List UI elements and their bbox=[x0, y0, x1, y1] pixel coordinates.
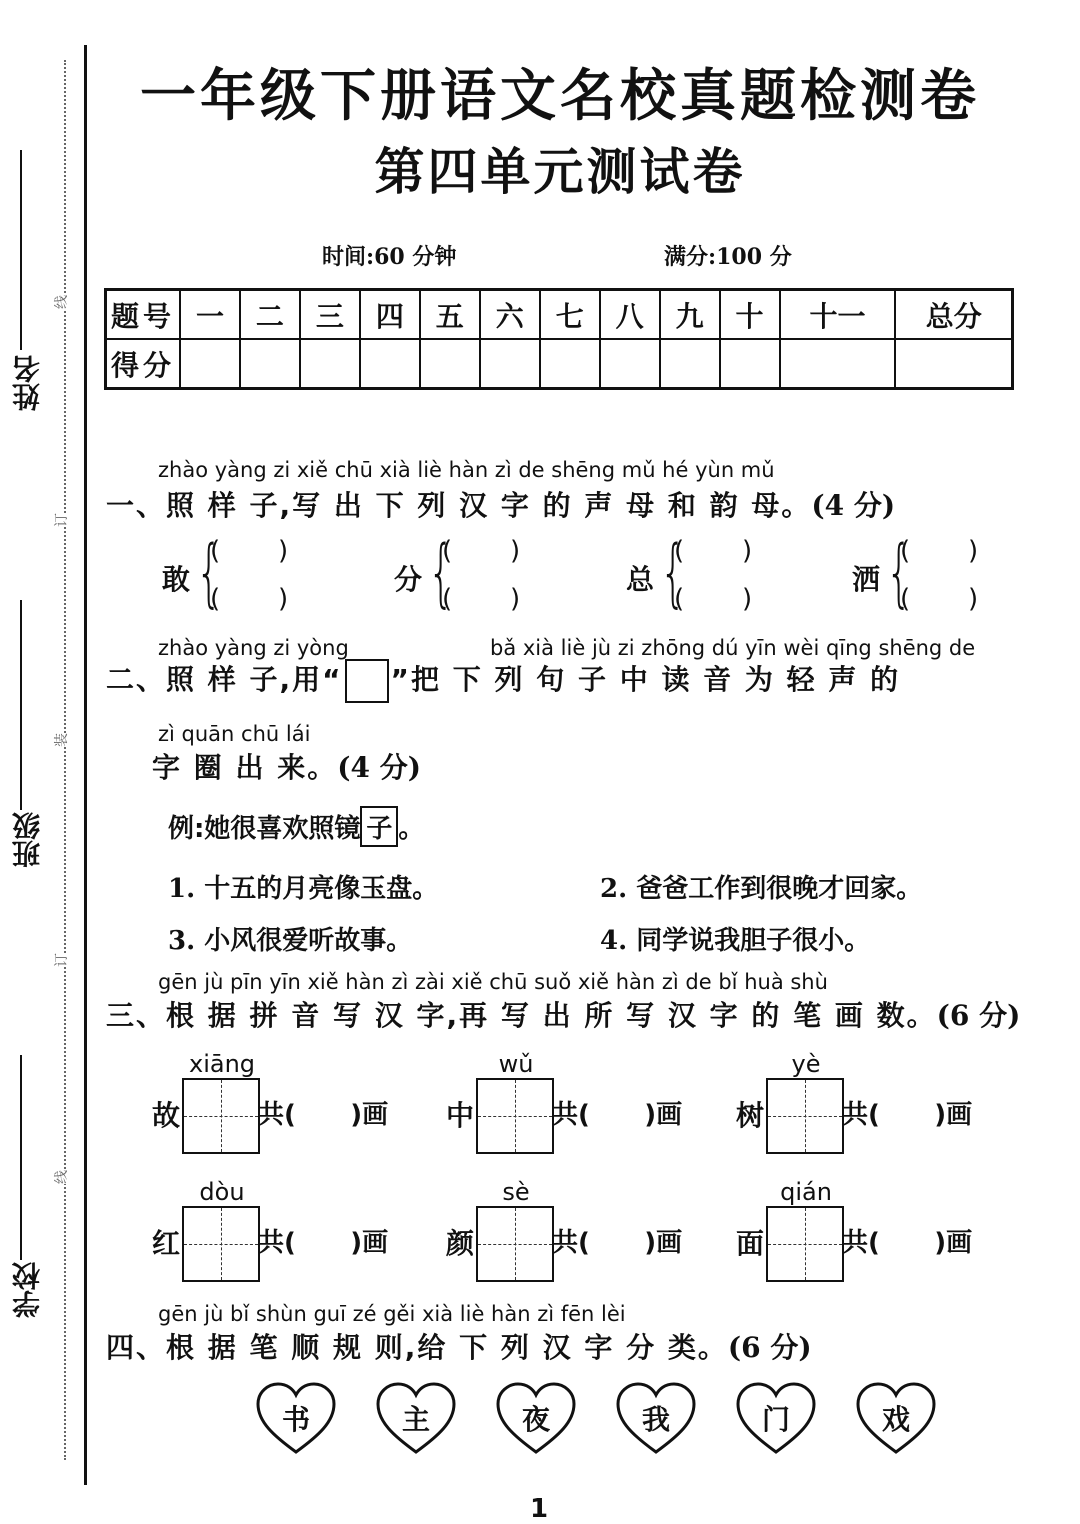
brace-icon: { bbox=[428, 530, 454, 616]
q1-title bbox=[106, 484, 895, 524]
q2-sentence[interactable]: 4. 同学说我胆子很小。 bbox=[600, 926, 871, 956]
score-table-column: 二 bbox=[240, 290, 300, 340]
heart-card[interactable] bbox=[614, 1380, 698, 1456]
q2-example-boxed-char: 子 bbox=[360, 806, 398, 847]
score-table-column: 六 bbox=[480, 290, 540, 340]
q3-pinyin: gēn jù pīn yīn xiě hàn zì zài xiě chū suǒ xiě hàn zì de bǐ huà shù bbox=[158, 970, 828, 994]
q3-item bbox=[152, 1050, 442, 1160]
stroke-count-blank[interactable]: 共( )画 bbox=[258, 1100, 389, 1130]
page-number: 1 bbox=[530, 1494, 549, 1524]
score-cell[interactable] bbox=[180, 339, 240, 389]
q1-item bbox=[394, 530, 574, 616]
score-table-column: 总分 bbox=[895, 290, 1012, 340]
q3-item bbox=[152, 1178, 442, 1288]
school-label: 学校 bbox=[11, 1262, 44, 1318]
time-limit: 时间:60 分钟 bbox=[322, 244, 457, 270]
q2-title-cont bbox=[152, 746, 421, 786]
score-cell[interactable] bbox=[895, 339, 1012, 389]
initial-answer-blank[interactable]: ( ) bbox=[442, 536, 521, 566]
tianzige-box[interactable] bbox=[182, 1078, 260, 1154]
tianzige-box[interactable] bbox=[766, 1078, 844, 1154]
q2-title-text-1: 二、照 样 子,用“ bbox=[106, 663, 343, 696]
heart-card[interactable] bbox=[494, 1380, 578, 1456]
q1-item bbox=[852, 530, 1032, 616]
q2-sentence[interactable]: 1. 十五的月亮像玉盘。 bbox=[168, 874, 439, 904]
heart-char: 戏 bbox=[881, 1403, 910, 1436]
score-cell[interactable] bbox=[660, 339, 720, 389]
q2-example bbox=[168, 806, 424, 847]
q1-char: 洒 bbox=[852, 563, 881, 596]
score-table-column: 五 bbox=[420, 290, 480, 340]
stroke-count-blank[interactable]: 共( )画 bbox=[552, 1100, 683, 1130]
score-cell[interactable] bbox=[240, 339, 300, 389]
score-cell[interactable] bbox=[720, 339, 780, 389]
score-cell[interactable] bbox=[360, 339, 420, 389]
heart-card[interactable] bbox=[254, 1380, 338, 1456]
q2-sentence[interactable]: 3. 小风很爱听故事。 bbox=[168, 926, 413, 956]
q3-title-text: 三、根 据 拼 音 写 汉 字,再 写 出 所 写 汉 字 的 笔 画 数。 bbox=[106, 999, 937, 1032]
q4-score: (6 分) bbox=[727, 1331, 812, 1364]
brace-icon: { bbox=[196, 530, 222, 616]
cut-char: 线 bbox=[49, 295, 73, 309]
score-table-header-row bbox=[106, 290, 1013, 340]
score-table-score-row bbox=[106, 339, 1013, 389]
heart-card[interactable] bbox=[374, 1380, 458, 1456]
q3-score: (6 分) bbox=[936, 999, 1021, 1032]
final-answer-blank[interactable]: ( ) bbox=[674, 584, 753, 614]
final-answer-blank[interactable]: ( ) bbox=[210, 584, 289, 614]
q3-item bbox=[446, 1050, 736, 1160]
page-subtitle: 第四单元测试卷 bbox=[374, 143, 746, 201]
final-answer-blank[interactable]: ( ) bbox=[900, 584, 979, 614]
tianzige-box[interactable] bbox=[766, 1206, 844, 1282]
tianzige-box[interactable] bbox=[476, 1078, 554, 1154]
q3-title bbox=[106, 994, 1020, 1034]
score-table-column: 九 bbox=[660, 290, 720, 340]
q1-char: 敢 bbox=[162, 563, 191, 596]
q3-pinyin-label: sè bbox=[502, 1178, 530, 1206]
name-label: 姓名 bbox=[11, 355, 44, 411]
cut-char: 装 bbox=[49, 733, 73, 747]
stroke-count-blank[interactable]: 共( )画 bbox=[842, 1100, 973, 1130]
heart-char: 门 bbox=[761, 1403, 790, 1436]
q2-sentence[interactable]: 2. 爸爸工作到很晚才回家。 bbox=[600, 874, 923, 904]
score-cell[interactable] bbox=[480, 339, 540, 389]
q3-item bbox=[736, 1050, 1026, 1160]
q3-context-char: 颜 bbox=[446, 1227, 475, 1260]
q3-pinyin-label: yè bbox=[791, 1050, 821, 1078]
heart-char: 主 bbox=[401, 1403, 430, 1436]
q2-pinyin-3: zì quān chū lái bbox=[158, 722, 311, 746]
score-table-column: 四 bbox=[360, 290, 420, 340]
cut-dotted-line bbox=[64, 60, 66, 1460]
score-cell[interactable] bbox=[780, 339, 896, 389]
score-table-column: 八 bbox=[600, 290, 660, 340]
q1-pinyin: zhào yàng zi xiě chū xià liè hàn zì de shēng mǔ hé yùn mǔ bbox=[158, 458, 775, 482]
initial-answer-blank[interactable]: ( ) bbox=[210, 536, 289, 566]
q3-pinyin-label: dòu bbox=[199, 1178, 245, 1206]
page-title: 一年级下册语文名校真题检测卷 bbox=[140, 64, 980, 129]
heart-char: 夜 bbox=[521, 1403, 550, 1436]
q2-pinyin-1: zhào yàng zi yòng bbox=[158, 636, 349, 660]
brace-icon: { bbox=[886, 530, 912, 616]
q3-context-char: 树 bbox=[736, 1099, 765, 1132]
heart-card[interactable] bbox=[854, 1380, 938, 1456]
q2-title bbox=[106, 658, 900, 703]
full-score: 满分:100 分 bbox=[664, 244, 792, 270]
q3-pinyin-label: qián bbox=[780, 1178, 832, 1206]
final-answer-blank[interactable]: ( ) bbox=[442, 584, 521, 614]
q2-example-end: 。 bbox=[398, 814, 425, 844]
circle-box-icon bbox=[345, 659, 389, 703]
q4-title-text: 四、根 据 笔 顺 规 则,给 下 列 汉 字 分 类。 bbox=[106, 1331, 728, 1364]
class-underline bbox=[20, 600, 22, 810]
cut-char: 订 bbox=[49, 953, 73, 967]
q1-title-text: 一、照 样 子,写 出 下 列 汉 字 的 声 母 和 韵 母。 bbox=[106, 489, 812, 522]
heart-char: 我 bbox=[641, 1403, 670, 1436]
q2-pinyin-2: bǎ xià liè jù zi zhōng dú yīn wèi qīng shēng de bbox=[490, 636, 976, 660]
binding-line bbox=[84, 45, 87, 1485]
q2-score: (4 分) bbox=[337, 751, 421, 784]
q3-pinyin-label: wǔ bbox=[498, 1050, 534, 1078]
q3-context-char: 故 bbox=[152, 1099, 181, 1132]
cut-char: 线 bbox=[49, 1170, 73, 1184]
score-cell[interactable] bbox=[420, 339, 480, 389]
score-table bbox=[104, 288, 1014, 390]
q3-context-char: 红 bbox=[152, 1227, 181, 1260]
q1-item bbox=[626, 530, 806, 616]
school-underline bbox=[20, 1055, 22, 1260]
q1-score: (4 分) bbox=[811, 489, 896, 522]
initial-answer-blank[interactable]: ( ) bbox=[900, 536, 979, 566]
stroke-count-blank[interactable]: 共( )画 bbox=[552, 1228, 683, 1258]
score-table-column: 三 bbox=[300, 290, 360, 340]
score-table-column: 一 bbox=[180, 290, 240, 340]
score-table-column: 十一 bbox=[780, 290, 896, 340]
brace-icon: { bbox=[660, 530, 686, 616]
q2-title-text-2: ”把 下 列 句 子 中 读 音 为 轻 声 的 bbox=[390, 663, 901, 696]
heart-card[interactable] bbox=[734, 1380, 818, 1456]
q3-context-char: 面 bbox=[736, 1227, 765, 1260]
score-table-column: 七 bbox=[540, 290, 600, 340]
q1-char: 总 bbox=[626, 563, 655, 596]
q3-pinyin-label: xiāng bbox=[188, 1050, 256, 1078]
q3-context-char: 中 bbox=[446, 1099, 475, 1132]
cut-char: 订 bbox=[49, 513, 73, 527]
q3-item bbox=[446, 1178, 736, 1288]
q1-item bbox=[162, 530, 342, 616]
q4-pinyin: gēn jù bǐ shùn guī zé gěi xià liè hàn zì fēn lèi bbox=[158, 1302, 626, 1326]
tianzige-box[interactable] bbox=[182, 1206, 260, 1282]
stroke-count-blank[interactable]: 共( )画 bbox=[258, 1228, 389, 1258]
score-cell[interactable] bbox=[540, 339, 600, 389]
q4-title bbox=[106, 1326, 812, 1366]
q1-char: 分 bbox=[394, 563, 423, 596]
q2-title-text-3: 字 圈 出 来。 bbox=[152, 751, 338, 784]
class-label: 班级 bbox=[11, 812, 44, 868]
q2-example-text: 例:她很喜欢照镜 bbox=[168, 814, 361, 844]
score-cell[interactable] bbox=[300, 339, 360, 389]
tianzige-box[interactable] bbox=[476, 1206, 554, 1282]
score-table-row-head: 得分 bbox=[106, 339, 181, 389]
initial-answer-blank[interactable]: ( ) bbox=[674, 536, 753, 566]
heart-char: 书 bbox=[281, 1403, 310, 1436]
stroke-count-blank[interactable]: 共( )画 bbox=[842, 1228, 973, 1258]
score-table-column: 十 bbox=[720, 290, 780, 340]
q3-item bbox=[736, 1178, 1026, 1288]
score-cell[interactable] bbox=[600, 339, 660, 389]
score-table-row-head: 题号 bbox=[106, 290, 181, 340]
